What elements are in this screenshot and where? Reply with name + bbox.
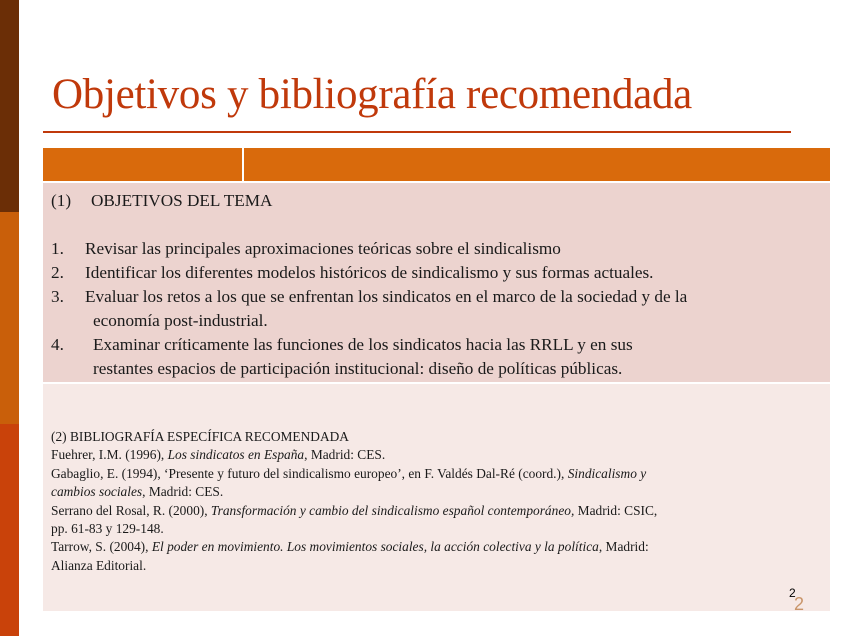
page-number-large: 2 xyxy=(794,594,805,614)
objective-number: 4. xyxy=(51,335,64,354)
bibliography-entry-continuation: Alianza Editorial. xyxy=(51,557,147,573)
objective-text-continuation: economía post-industrial. xyxy=(93,311,268,330)
objective-text-continuation: restantes espacios de participación institucional: diseño de políticas públicas. xyxy=(93,359,623,378)
bibliography-row xyxy=(43,382,830,611)
bibliography-entry: Gabaglio, E. (1994), ‘Presente y futuro del sindicalismo europeo’, en F. Valdés Dal-Ré (coord.), Sindicalismo y xyxy=(51,465,647,481)
slide-title: Objetivos y bibliografía recomendada xyxy=(52,71,692,118)
bibliography-entry: Fuehrer, I.M. (1996), Los sindicatos en España, Madrid: CES. xyxy=(51,447,386,463)
content-table xyxy=(43,148,830,611)
bibliography-heading: (2) BIBLIOGRAFÍA ESPECÍFICA RECOMENDADA xyxy=(51,429,349,444)
side-bar-middle xyxy=(0,212,19,424)
objective-text: Examinar críticamente las funciones de los sindicatos hacia las RRLL y en sus xyxy=(93,335,633,354)
objectives-heading-text: OBJETIVOS DEL TEMA xyxy=(91,191,273,210)
objective-item xyxy=(51,285,822,309)
objective-item xyxy=(51,237,822,261)
objective-text: Revisar las principales aproximaciones teóricas sobre el sindicalismo xyxy=(85,239,561,258)
objective-item xyxy=(51,261,822,285)
bibliography-entry: Serrano del Rosal, R. (2000), Transformación y cambio del sindicalismo español contemporáneo, Madrid: CSIC, xyxy=(51,502,658,518)
objective-number: 1. xyxy=(51,239,64,258)
bibliography-entry-continuation: pp. 61-83 y 129-148. xyxy=(51,521,164,537)
table-header-cell-2 xyxy=(244,148,830,181)
table-header xyxy=(43,148,830,181)
objectives-heading xyxy=(51,189,822,213)
page-number-small: 2 xyxy=(789,586,796,600)
bibliography-entry: Tarrow, S. (2004), El poder en movimiento. Los movimientos sociales, la acción colectiva y la política, Madrid: xyxy=(51,539,649,555)
objective-text: Identificar los diferentes modelos históricos de sindicalismo y sus formas actuales. xyxy=(85,263,654,282)
objective-number: 2. xyxy=(51,263,64,282)
side-bar-top xyxy=(0,0,19,212)
objective-number: 3. xyxy=(51,287,64,306)
side-bar-bottom xyxy=(0,424,19,636)
objectives-heading-number: (1) xyxy=(51,191,72,210)
objectives-row xyxy=(43,181,830,382)
title-underline xyxy=(43,131,791,133)
table-header-cell-1 xyxy=(43,148,244,181)
objective-text: Evaluar los retos a los que se enfrentan los sindicatos en el marco de la sociedad y de la xyxy=(85,287,688,306)
objective-item xyxy=(51,333,822,357)
bibliography-entry-continuation: cambios sociales, Madrid: CES. xyxy=(51,484,224,500)
